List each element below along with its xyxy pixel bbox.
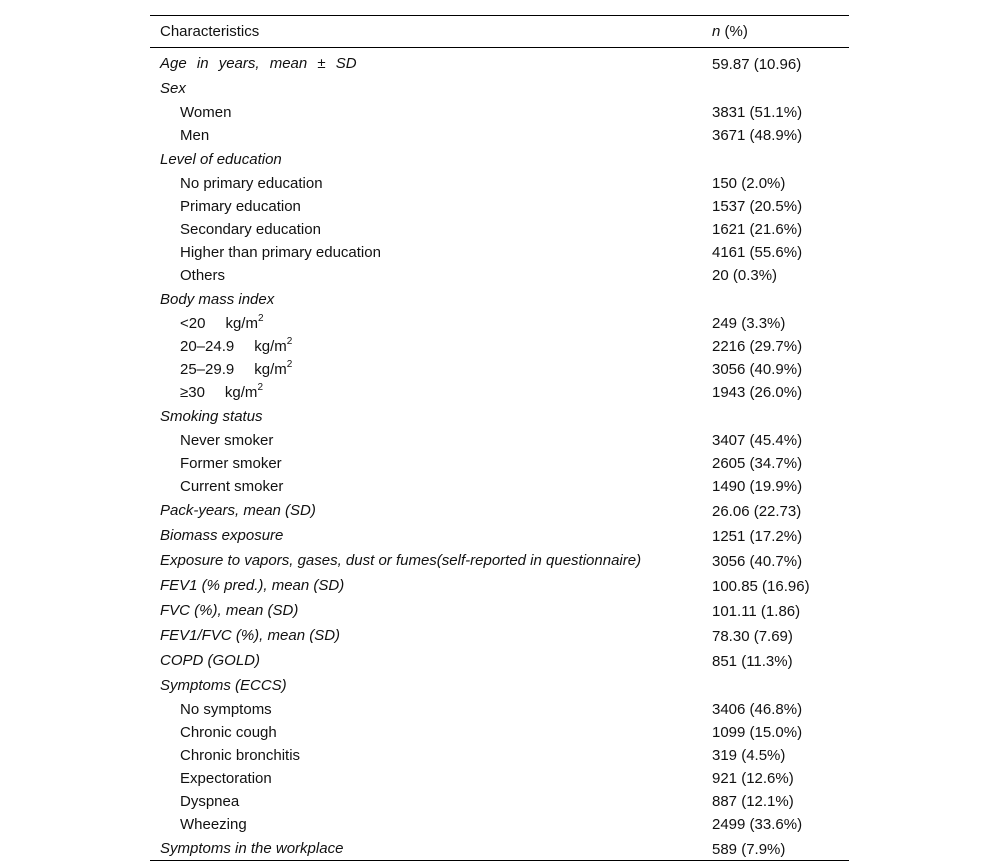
table-row — [150, 622, 849, 647]
row-label-text: No symptoms — [180, 701, 272, 718]
category-label — [160, 602, 298, 619]
subcategory-label — [180, 724, 277, 741]
subcategory-label — [180, 221, 321, 238]
category-label — [160, 552, 641, 569]
category-label — [160, 502, 316, 519]
row-value: 3671 (48.9%) — [712, 127, 803, 144]
row-label-text: <20 — [180, 315, 206, 332]
subcategory-label — [180, 455, 282, 472]
row-label-text: Others — [180, 267, 226, 284]
row-value: 921 (12.6%) — [712, 770, 794, 787]
category-label — [160, 408, 263, 425]
table-row — [150, 50, 849, 75]
table-row — [150, 835, 849, 860]
category-label — [160, 577, 344, 594]
category-label — [160, 652, 260, 669]
row-label-text: Chronic bronchitis — [180, 747, 301, 764]
row-label-text: Chronic cough — [180, 724, 277, 741]
row-value: 1251 (17.2%) — [712, 528, 803, 545]
category-label — [160, 80, 186, 97]
table-row — [150, 428, 849, 451]
row-label-text: Smoking status — [160, 408, 263, 425]
row-label-text: Primary education — [180, 198, 301, 215]
header-n-percent — [712, 23, 748, 40]
row-value: 100.85 (16.96) — [712, 578, 810, 595]
table-row — [150, 547, 849, 572]
subcategory-label — [180, 478, 283, 495]
subcategory-label — [180, 747, 300, 764]
row-value: 589 (7.9%) — [712, 841, 786, 858]
category-label — [160, 677, 287, 694]
subcategory-label — [180, 338, 292, 355]
row-label-text: 20–24.9 — [180, 338, 235, 355]
table-row — [150, 240, 849, 263]
unit-label: kg/m — [254, 338, 287, 355]
table-row — [150, 647, 849, 672]
table-row — [150, 123, 849, 146]
row-label-text: Biomass exposure — [160, 527, 284, 544]
header-percent: (%) — [724, 23, 748, 40]
row-label-text: ≥30 — [180, 384, 205, 401]
row-label-text: Secondary education — [180, 221, 321, 238]
table-row — [150, 789, 849, 812]
row-label-text: Exposure to vapors, gases, dust or fumes(self-reported in questionnaire) — [160, 552, 642, 569]
table-row — [150, 357, 849, 380]
row-label-text: Women — [180, 104, 232, 121]
table-row — [150, 286, 849, 311]
table-row — [150, 697, 849, 720]
row-value: 887 (12.1%) — [712, 793, 794, 810]
row-label-text: FEV1 (% pred.), mean (SD) — [160, 577, 345, 594]
subcategory-label — [180, 244, 381, 261]
row-value: 78.30 (7.69) — [712, 628, 793, 645]
unit-label: kg/m — [254, 361, 287, 378]
table-row — [150, 403, 849, 428]
subcategory-label — [180, 127, 209, 144]
category-label — [160, 527, 283, 544]
row-value: 249 (3.3%) — [712, 315, 786, 332]
subcategory-label — [180, 315, 264, 332]
table-row — [150, 497, 849, 522]
row-label-text: No primary education — [180, 175, 323, 192]
category-label — [160, 291, 274, 308]
table-row — [150, 720, 849, 743]
table-row — [150, 311, 849, 334]
table-row — [150, 672, 849, 697]
table-row — [150, 334, 849, 357]
row-value: 3407 (45.4%) — [712, 432, 803, 449]
row-label-text: Expectoration — [180, 770, 272, 787]
row-label-text: FVC (%), mean (SD) — [160, 602, 299, 619]
row-value: 1943 (26.0%) — [712, 384, 803, 401]
subcategory-label — [180, 267, 225, 284]
row-value: 3831 (51.1%) — [712, 104, 803, 121]
row-label-text: FEV1/FVC (%), mean (SD) — [160, 627, 341, 644]
row-value: 2605 (34.7%) — [712, 455, 803, 472]
row-label-text: Current smoker — [180, 478, 284, 495]
row-label-text: COPD (GOLD) — [160, 652, 261, 669]
row-label-text: Higher than primary education — [180, 244, 381, 261]
row-value: 2216 (29.7%) — [712, 338, 803, 355]
row-value: 1621 (21.6%) — [712, 221, 803, 238]
unit-superscript: 2 — [257, 313, 264, 324]
row-value: 150 (2.0%) — [712, 175, 786, 192]
row-label-text: Level of education — [160, 151, 282, 168]
subcategory-label — [180, 793, 239, 810]
row-value: 319 (4.5%) — [712, 747, 786, 764]
subcategory-label — [180, 104, 231, 121]
header-characteristics: Characteristics — [160, 23, 260, 40]
table-row — [150, 812, 849, 835]
unit-superscript: 2 — [286, 336, 293, 347]
table-row — [150, 572, 849, 597]
row-label-text: Pack-years, mean (SD) — [160, 502, 316, 519]
table-row — [150, 522, 849, 547]
row-label-text: Symptoms in the workplace — [160, 840, 344, 857]
row-label-text: Dyspnea — [180, 793, 240, 810]
unit-superscript: 2 — [257, 382, 263, 393]
row-label-text: Men — [180, 127, 210, 144]
unit-label: kg/m — [225, 315, 258, 332]
row-value: 4161 (55.6%) — [712, 244, 803, 261]
row-value: 26.06 (22.73) — [712, 503, 802, 520]
table-row — [150, 171, 849, 194]
row-value: 3406 (46.8%) — [712, 701, 803, 718]
table-row — [150, 194, 849, 217]
category-label — [160, 55, 357, 72]
row-label-text: Sex — [160, 80, 186, 97]
subcategory-label — [180, 175, 323, 192]
subcategory-label — [180, 701, 272, 718]
row-value: 3056 (40.7%) — [712, 553, 803, 570]
characteristics-table — [150, 15, 849, 861]
table-body — [150, 48, 849, 860]
row-label-text: Symptoms (ECCS) — [160, 677, 287, 694]
category-label — [160, 627, 340, 644]
table-row — [150, 743, 849, 766]
subcategory-label — [180, 198, 301, 215]
subcategory-label — [180, 432, 273, 449]
table-row — [150, 766, 849, 789]
subcategory-label — [180, 770, 272, 787]
header-n: n — [712, 23, 721, 40]
table-row — [150, 597, 849, 622]
row-label-text: Age in years, mean ± SD — [160, 55, 357, 72]
table-row — [150, 263, 849, 286]
row-label-text: Never smoker — [180, 432, 274, 449]
category-label — [160, 151, 282, 168]
table-row — [150, 474, 849, 497]
row-value: 59.87 (10.96) — [712, 56, 802, 73]
unit-label: kg/m — [224, 384, 258, 401]
row-label-text: Former smoker — [180, 455, 282, 472]
row-value: 3056 (40.9%) — [712, 361, 803, 378]
table-row — [150, 146, 849, 171]
category-label — [160, 840, 343, 857]
row-value: 851 (11.3%) — [712, 653, 793, 670]
row-label-text: 25–29.9 — [180, 361, 235, 378]
row-value: 2499 (33.6%) — [712, 816, 803, 833]
row-value: 20 (0.3%) — [712, 267, 778, 284]
row-value: 1537 (20.5%) — [712, 198, 803, 215]
table-header — [150, 16, 849, 48]
row-value: 101.11 (1.86) — [712, 603, 801, 620]
row-label-text: Wheezing — [180, 816, 247, 833]
table-row — [150, 217, 849, 240]
table-row — [150, 380, 849, 403]
unit-superscript: 2 — [286, 359, 293, 370]
row-value: 1099 (15.0%) — [712, 724, 803, 741]
row-label-text: Body mass index — [160, 291, 275, 308]
subcategory-label — [180, 384, 263, 401]
subcategory-label — [180, 816, 247, 833]
table-row — [150, 451, 849, 474]
table-row — [150, 100, 849, 123]
table-row — [150, 75, 849, 100]
subcategory-label — [180, 361, 292, 378]
row-value: 1490 (19.9%) — [712, 478, 803, 495]
